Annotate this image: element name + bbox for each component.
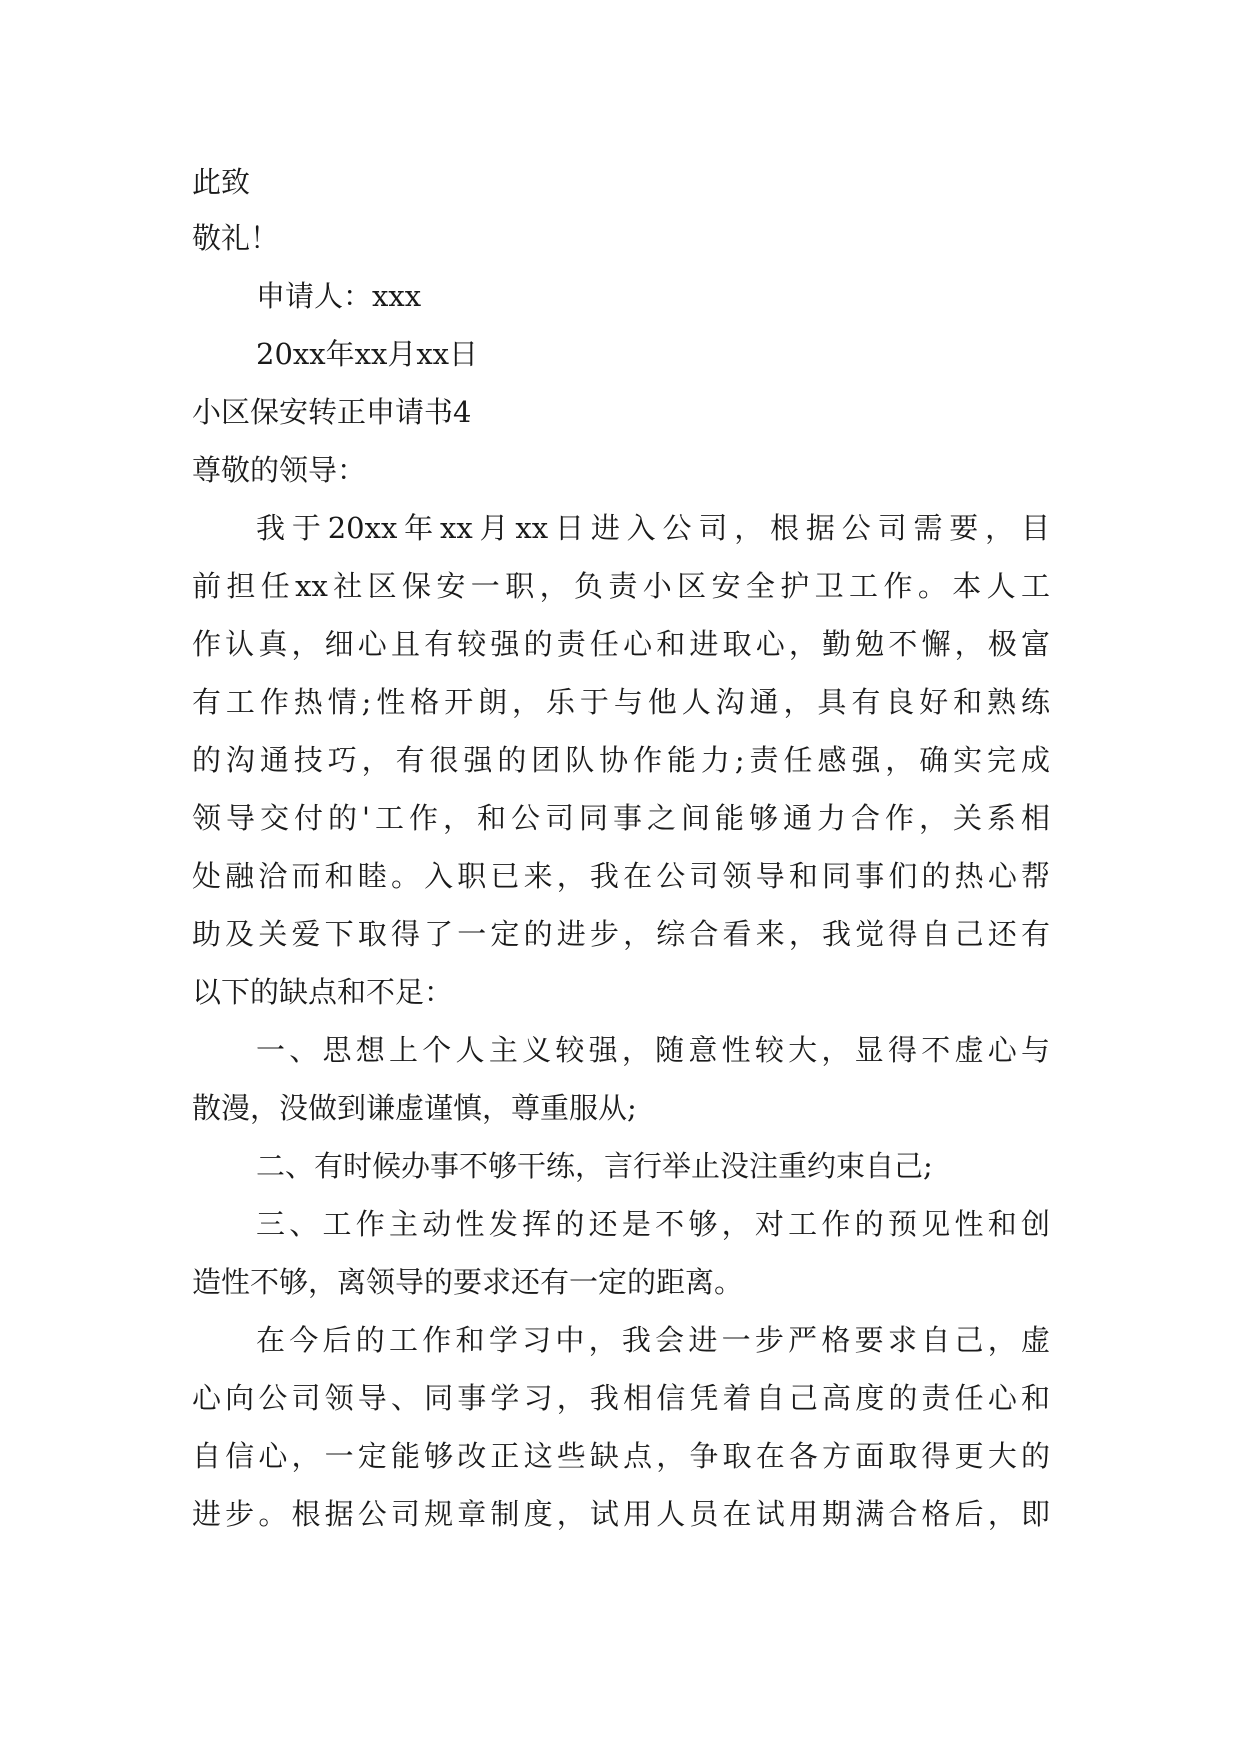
paragraph-1-line: 前担任xx社区保安一职，负责小区安全护卫工作。本人工 (192, 569, 1050, 603)
point-1-line: 散漫，没做到谦虚谨慎，尊重服从; (192, 1091, 637, 1125)
section-heading: 小区保安转正申请书4 (192, 395, 472, 429)
point-1-line: 一、思想上个人主义较强，随意性较大，显得不虚心与 (256, 1033, 1050, 1067)
paragraph-2-line: 在今后的工作和学习中，我会进一步严格要求自己，虚 (256, 1323, 1050, 1357)
paragraph-2-line: 心向公司领导、同事学习，我相信凭着自己高度的责任心和 (192, 1381, 1050, 1415)
applicant-line: 申请人：xxx (256, 279, 422, 313)
point-3-line: 造性不够，离领导的要求还有一定的距离。 (192, 1265, 744, 1299)
closing-line-1: 此致 (192, 165, 251, 199)
paragraph-1-line: 领导交付的'工作，和公司同事之间能够通力合作，关系相 (192, 801, 1050, 835)
paragraph-1-line: 有工作热情;性格开朗，乐于与他人沟通，具有良好和熟练 (192, 685, 1050, 719)
paragraph-1-line: 处融洽而和睦。入职已来，我在公司领导和同事们的热心帮 (192, 859, 1050, 893)
point-2-line: 二、有时候办事不够干练，言行举止没注重约束自己; (256, 1149, 933, 1183)
paragraph-1-line: 我于20xx年xx月xx日进入公司，根据公司需要，目 (256, 511, 1050, 545)
paragraph-1-line: 作认真，细心且有较强的责任心和进取心，勤勉不懈，极富 (192, 627, 1050, 661)
paragraph-1-line: 以下的缺点和不足： (192, 975, 454, 1009)
paragraph-1-line: 的沟通技巧，有很强的团队协作能力;责任感强，确实完成 (192, 743, 1050, 777)
date-line: 20xx年xx月xx日 (256, 337, 479, 371)
salutation: 尊敬的领导： (192, 453, 367, 487)
paragraph-2-line: 自信心，一定能够改正这些缺点，争取在各方面取得更大的 (192, 1439, 1050, 1473)
closing-line-2: 敬礼！ (192, 221, 280, 255)
paragraph-1-line: 助及关爱下取得了一定的进步，综合看来，我觉得自己还有 (192, 917, 1050, 951)
point-3-line: 三、工作主动性发挥的还是不够，对工作的预见性和创 (256, 1207, 1050, 1241)
paragraph-2-line: 进步。根据公司规章制度，试用人员在试用期满合格后，即 (192, 1497, 1050, 1531)
